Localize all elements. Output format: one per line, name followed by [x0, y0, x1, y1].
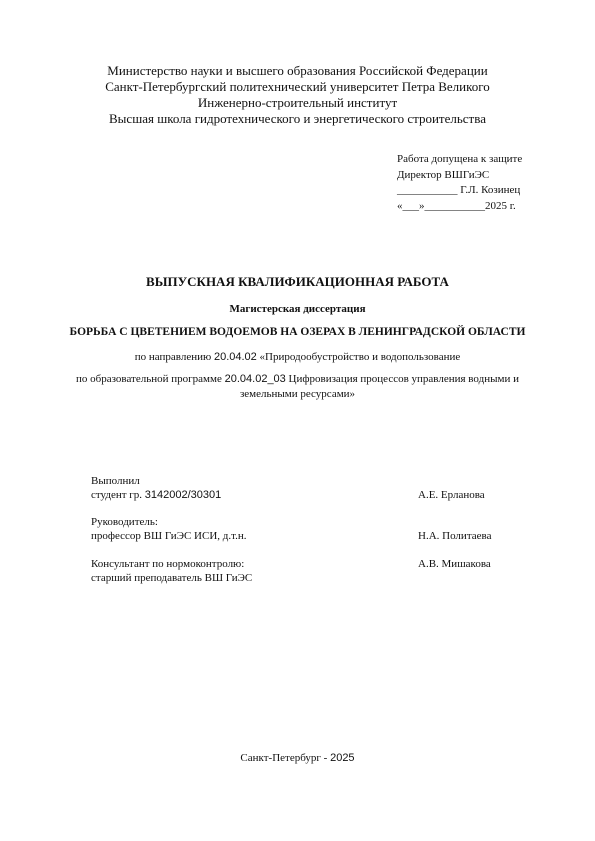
- footer-city-year: [0, 752, 595, 764]
- direction-code: 20.04.02: [213, 351, 257, 363]
- consultant-title: старший преподаватель ВШ ГиЭС: [91, 572, 253, 584]
- document-title: ВЫПУСКНАЯ КВАЛИФИКАЦИОННАЯ РАБОТА: [146, 274, 449, 289]
- program-name-line2: земельными ресурсами»: [239, 388, 356, 400]
- school-line: Высшая школа гидротехнического и энергетического строительства: [109, 111, 486, 126]
- program-code: 20.04.02_03: [224, 373, 286, 385]
- university-line: Санкт-Петербургский политехнический университет Петра Великого: [105, 79, 490, 94]
- approval-director: Директор ВШГиЭС: [397, 169, 490, 181]
- program-line: [0, 373, 595, 385]
- student-group-line: [91, 488, 221, 502]
- footer-city: Санкт-Петербург -: [240, 752, 331, 764]
- approval-signature-line: ___________ Г.Л. Козинец: [397, 184, 521, 196]
- student-prefix: студент гр.: [91, 489, 145, 501]
- document-type: Магистерская диссертация: [229, 303, 366, 315]
- approval-admitted: Работа допущена к защите: [397, 153, 523, 165]
- student-name: А.Е. Ерланова: [418, 489, 485, 501]
- institute-line: Инженерно-строительный институт: [197, 95, 398, 110]
- student-group: 3142002/30301: [144, 489, 222, 501]
- program-prefix: по образовательной программе: [76, 373, 225, 385]
- footer-year: 2025: [330, 752, 355, 764]
- thesis-topic: БОРЬБА С ЦВЕТЕНИЕМ ВОДОЕМОВ НА ОЗЕРАХ В ЛЕНИНГРАДСКОЙ ОБЛАСТИ: [69, 326, 526, 338]
- direction-line: [0, 351, 595, 363]
- ministry-line: Министерство науки и высшего образования Российской Федерации: [107, 63, 488, 78]
- consultant-label: Консультант по нормоконтролю:: [91, 558, 245, 570]
- supervisor-label: Руководитель:: [91, 516, 158, 528]
- supervisor-title: профессор ВШ ГиЭС ИСИ, д.т.н.: [91, 530, 247, 542]
- approval-date-line: «___»___________2025 г.: [397, 200, 516, 212]
- performer-label: Выполнил: [91, 475, 140, 487]
- consultant-name: А.В. Мишакова: [418, 558, 491, 570]
- supervisor-name: Н.А. Политаева: [418, 530, 492, 542]
- direction-name: «Природообустройство и водопользование: [256, 351, 461, 363]
- direction-prefix: по направлению: [134, 351, 214, 363]
- program-name-line1: Цифровизация процессов управления водными и: [285, 373, 519, 385]
